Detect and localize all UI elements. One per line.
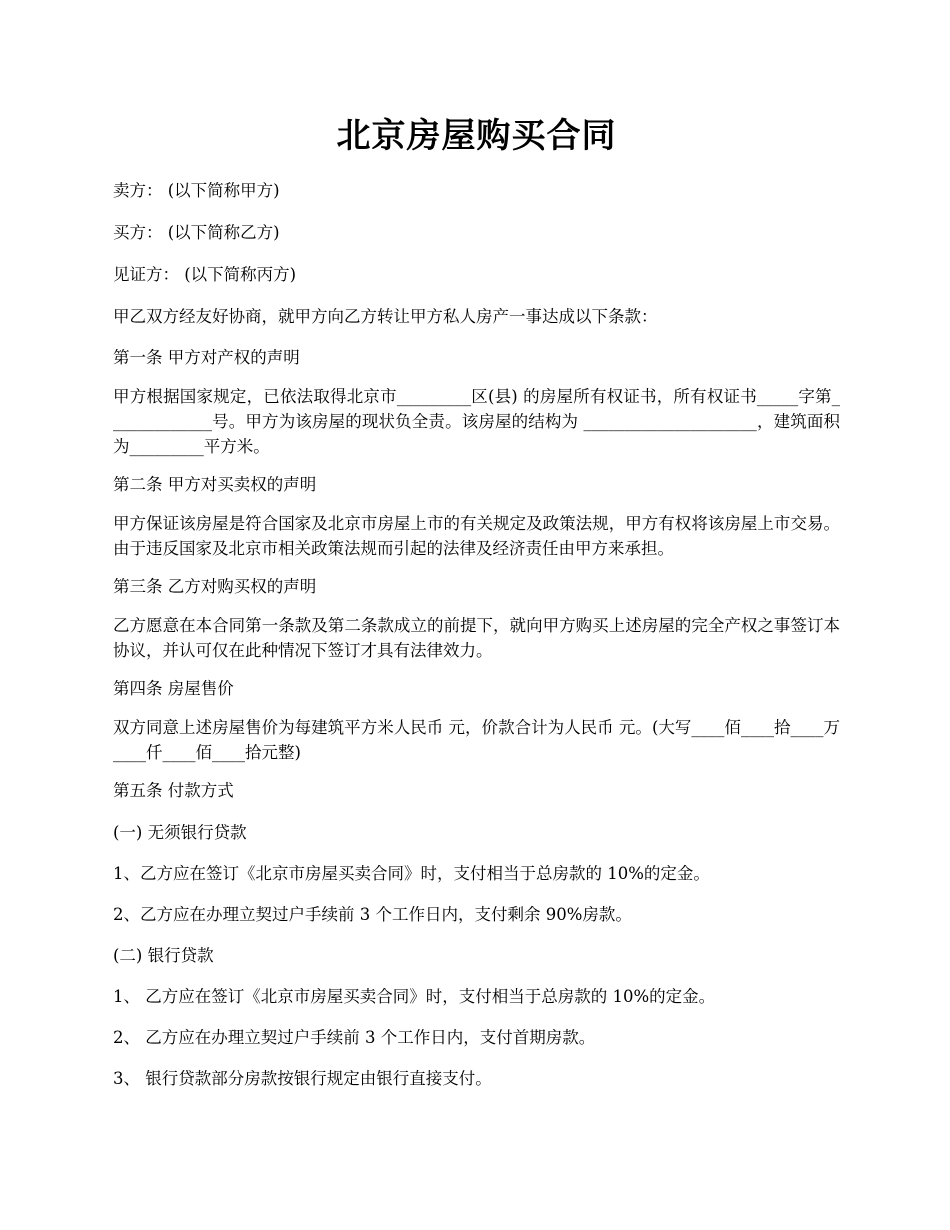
no-loan-item-1: 1、乙方应在签订《北京市房屋买卖合同》时，支付相当于总房款的 10%的定金。 — [113, 864, 710, 883]
section-no-loan-heading: (一) 无须银行贷款 — [113, 823, 247, 842]
section-bank-loan-heading: (二) 银行贷款 — [113, 946, 214, 965]
article-2-heading: 第二条 甲方对买卖权的声明 — [113, 475, 317, 494]
article-3-body: 乙方愿意在本合同第一条款及第二条款成立的前提下，就向甲方购买上述房屋的完全产权之事签订本协议，并认可仅在此种情况下签订才具有法律效力。 — [113, 616, 840, 660]
article-2-body: 甲方保证该房屋是符合国家及北京市房屋上市的有关规定及政策法规，甲方有权将该房屋上市交易。由于违反国家及北京市相关政策法规而引起的法律及经济责任由甲方来承担。 — [113, 514, 840, 558]
document-title: 北京房屋购买合同 — [336, 116, 617, 156]
article-4-heading: 第四条 房屋售价 — [113, 679, 234, 698]
witness-line: 见证方： (以下简称丙方) — [113, 265, 297, 284]
article-4-body: 双方同意上述房屋售价为每建筑平方米人民币 元，价款合计为人民币 元。(大写____佰____拾____万____仟____佰____拾元整) — [113, 718, 840, 762]
preamble-paragraph: 甲乙双方经友好协商，就甲方向乙方转让甲方私人房产一事达成以下条款： — [113, 307, 658, 326]
bank-loan-item-3: 3、 银行贷款部分房款按银行规定由银行直接支付。 — [113, 1069, 492, 1088]
bank-loan-item-1: 1、 乙方应在签订《北京市房屋买卖合同》时，支付相当于总房款的 10%的定金。 — [113, 987, 716, 1006]
article-5-heading: 第五条 付款方式 — [113, 781, 234, 800]
seller-line: 卖方： (以下简称甲方) — [113, 181, 280, 200]
article-1-body: 甲方根据国家规定，已依法取得北京市_________区(县) 的房屋所有权证书，所有权证书_____字第_____________号。甲方为该房屋的现状负全责。该房屋的结构为 _____________________，建筑面积为_________平方米。 — [113, 387, 840, 456]
bank-loan-item-2: 2、 乙方应在办理立契过户手续前 3 个工作日内，支付首期房款。 — [113, 1028, 596, 1047]
article-1-heading: 第一条 甲方对产权的声明 — [113, 348, 300, 367]
article-3-heading: 第三条 乙方对购买权的声明 — [113, 577, 317, 596]
no-loan-item-2: 2、乙方应在办理立契过户手续前 3 个工作日内，支付剩余 90%房款。 — [113, 905, 632, 924]
buyer-line: 买方： (以下简称乙方) — [113, 223, 280, 242]
